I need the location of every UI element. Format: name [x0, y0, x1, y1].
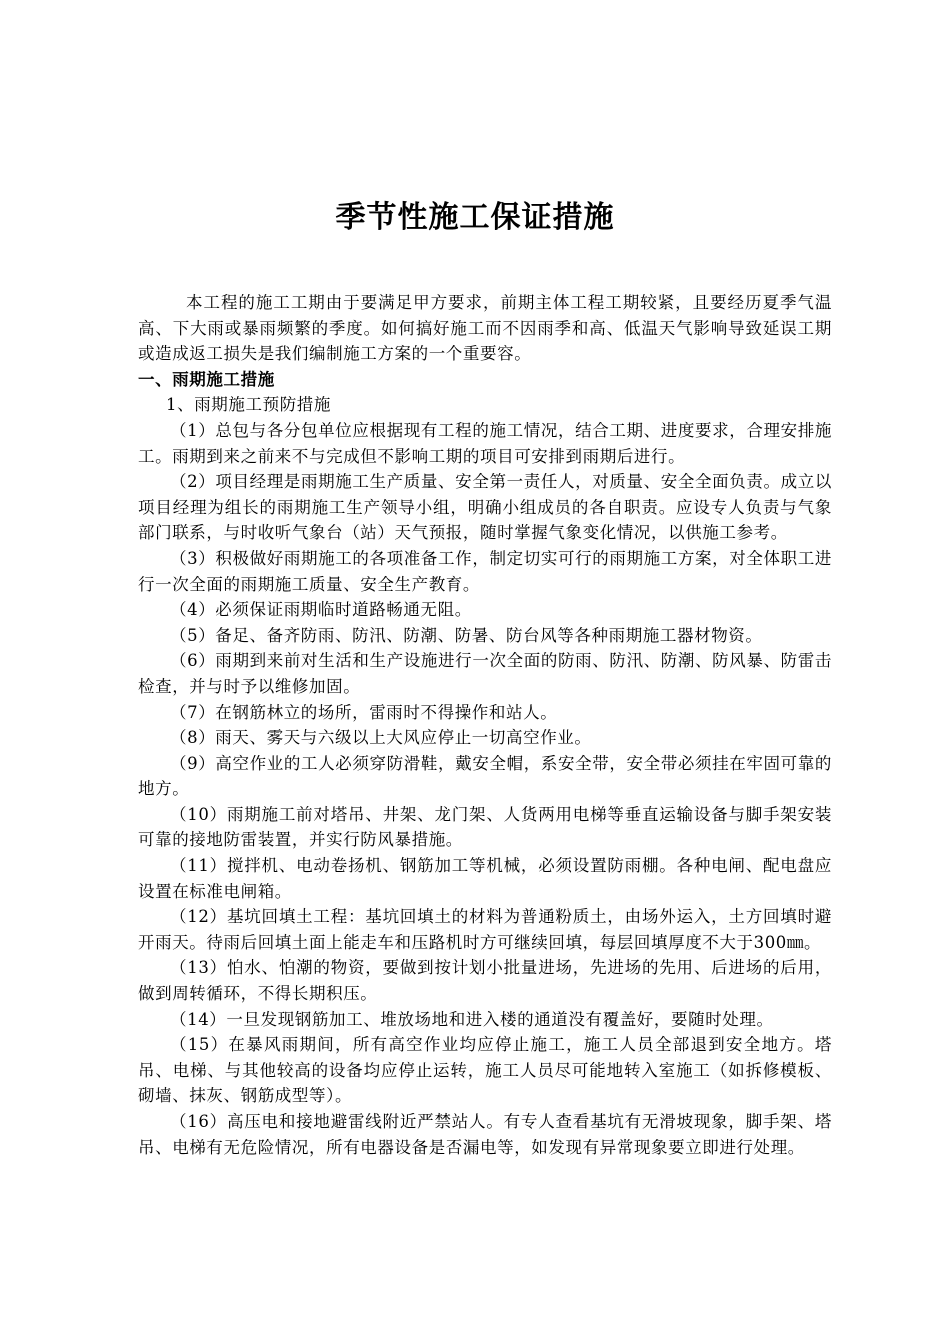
measure-item-6: （6）雨期到来前对生活和生产设施进行一次全面的防雨、防汛、防潮、防风暴、防雷击检查，并与时予以维修加固。 [138, 651, 832, 696]
measure-item-12: （12）基坑回填土工程：基坑回填土的材料为普通粉质土，由场外运入，土方回填时避开雨天。待雨后回填土面上能走车和压路机时方可继续回填，每层回填厚度不大于300㎜。 [138, 907, 832, 952]
measure-item-3: （3）积极做好雨期施工的各项准备工作，制定切实可行的雨期施工方案，对全体职工进行一次全面的雨期施工质量、安全生产教育。 [138, 548, 832, 594]
measure-item-1: （1）总包与各分包单位应根据现有工程的施工情况，结合工期、进度要求，合理安排施工。雨期到来之前来不与完成但不影响工期的项目可安排到雨期后进行。 [138, 420, 832, 466]
measure-item-13: （13）怕水、怕潮的物资，要做到按计划小批量进场，先进场的先用、后进场的后用，做到周转循环，不得长期积压。 [138, 958, 832, 1004]
measure-item-16: （16）高压电和接地避雷线附近严禁站人。有专人查看基坑有无滑坡现象，脚手架、塔吊、电梯有无危险情况，所有电器设备是否漏电等，如发现有异常现象要立即进行处理。 [138, 1112, 832, 1157]
measure-item-2: （2）项目经理是雨期施工生产质量、安全第一责任人，对质量、安全全面负责。成立以项目经理为组长的雨期施工生产领导小组，明确小组成员的各自职责。应设专人负责与气象部门联系，与时收听气象台（站）天气预报，随时掌握气象变化情况，以供施工参考。 [138, 472, 832, 543]
measure-item-7: （7）在钢筋林立的场所，雷雨时不得操作和站人。 [170, 702, 558, 722]
measure-item-8: （8）雨天、雾天与六级以上大风应停止一切高空作业。 [170, 728, 592, 748]
measure-item-14: （14）一旦发现钢筋加工、堆放场地和进入楼的通道没有覆盖好，要随时处理。 [170, 1009, 774, 1029]
measure-item-9: （9）高空作业的工人必须穿防滑鞋，戴安全帽，系安全带，安全带必须挂在牢固可靠的地方。 [138, 753, 832, 799]
intro-paragraph: 本工程的施工工期由于要满足甲方要求，前期主体工程工期较紧，且要经历夏季气温高、下大雨或暴雨频繁的季度。如何搞好施工而不因雨季和高、低温天气影响导致延误工期或造成返工损失是我们编制施工方案的一个重要容。 [138, 293, 832, 364]
subsection-heading: 1、雨期施工预防措施 [166, 395, 331, 415]
section-heading: 一、雨期施工措施 [138, 369, 275, 389]
measure-item-15: （15）在暴风雨期间，所有高空作业均应停止施工，施工人员全部退到安全地方。塔吊、电梯、与其他较高的设备均应停止运转，施工人员尽可能地转入室施工（如拆修模板、砌墙、抹灰、钢筋成型等）。 [138, 1035, 832, 1106]
measure-item-5: （5）备足、备齐防雨、防汛、防潮、防暑、防台风等各种雨期施工器材物资。 [170, 625, 763, 645]
document-title: 季节性施工保证措施 [335, 200, 615, 235]
measure-item-4: （4）必须保证雨期临时道路畅通无阻。 [170, 600, 472, 620]
document-body [138, 290, 832, 1160]
measure-item-11: （11）搅拌机、电动卷扬机、钢筋加工等机械，必须设置防雨棚。各种电闸、配电盘应设置在标准电闸箱。 [138, 856, 832, 901]
measure-item-10: （10）雨期施工前对塔吊、井架、龙门架、人货两用电梯等垂直运输设备与脚手架安装可靠的接地防雷装置，并实行防风暴措施。 [138, 804, 832, 850]
